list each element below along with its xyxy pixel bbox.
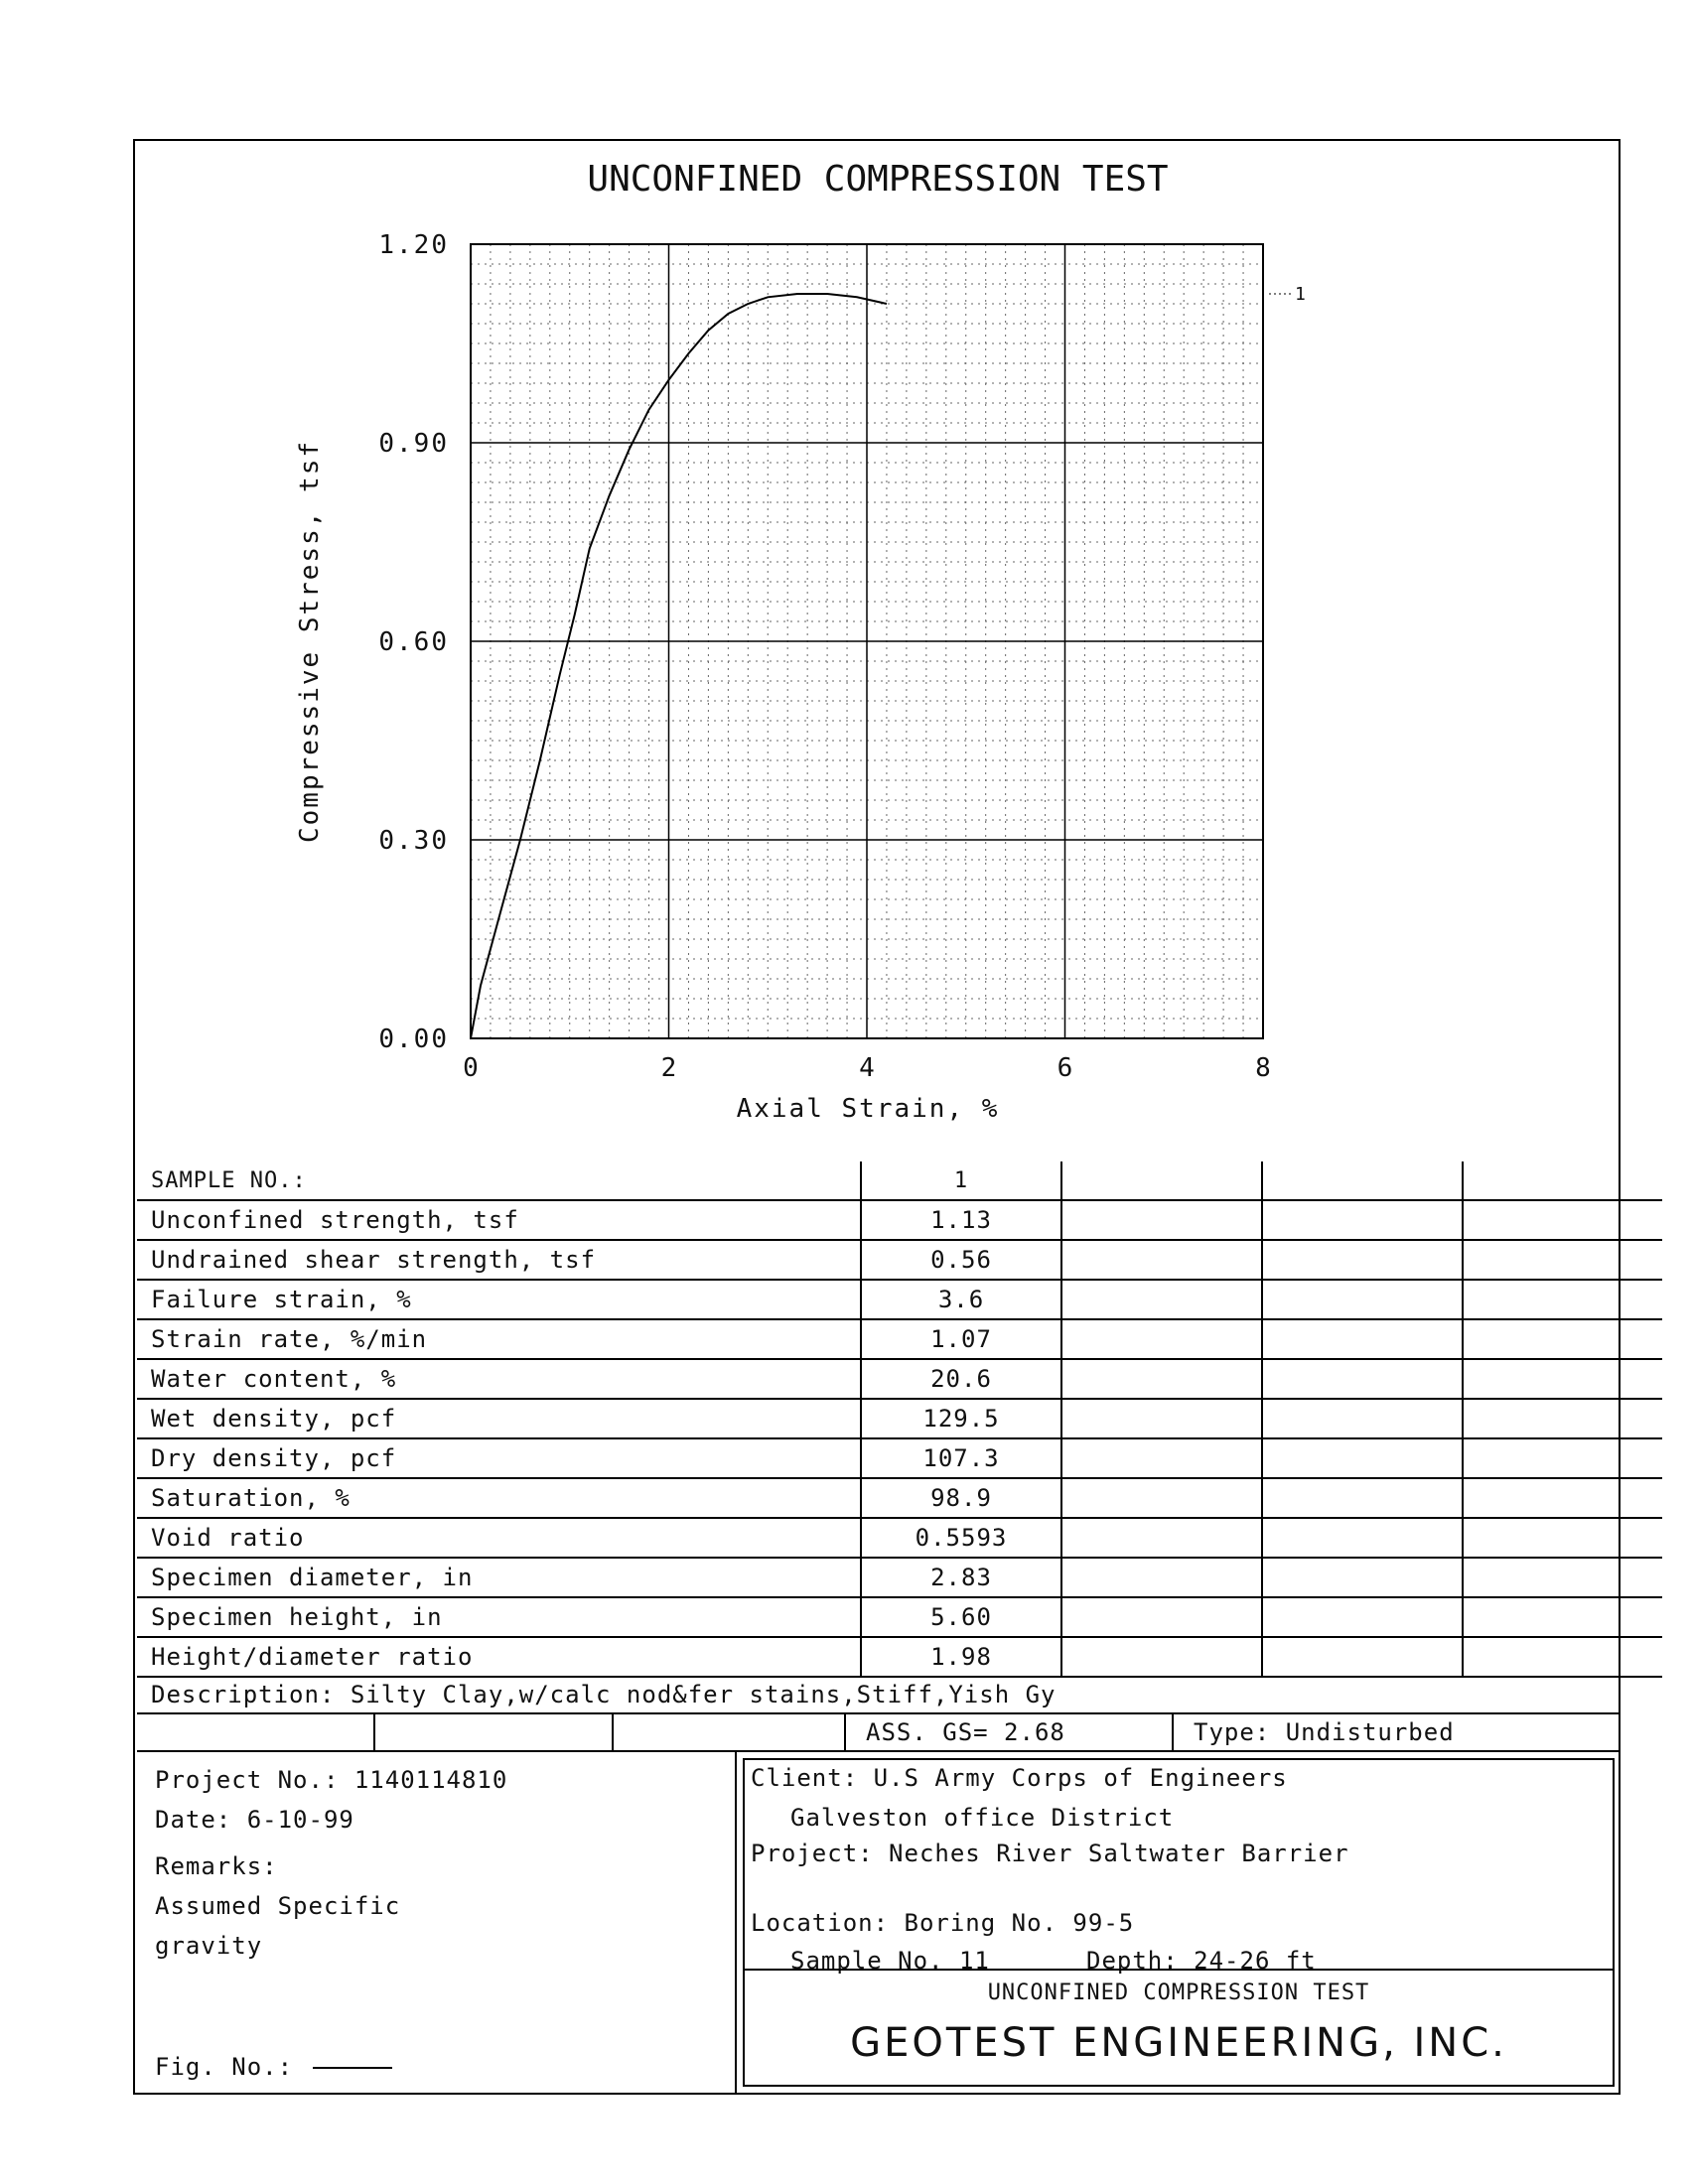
property-label: Void ratio (137, 1518, 861, 1558)
property-value (1463, 1399, 1662, 1438)
table-row (137, 1359, 1662, 1399)
project-number: Project No.: 1140114810 (155, 1766, 508, 1794)
series-1-line (471, 294, 887, 1038)
property-value (1262, 1399, 1463, 1438)
y-axis-label: Compressive Stress, tsf (295, 439, 325, 844)
x-tick-label: 0 (463, 1053, 479, 1083)
property-value: 107.3 (861, 1438, 1061, 1478)
x-tick-label: 6 (1057, 1053, 1073, 1083)
stress-strain-chart (133, 139, 1621, 1161)
property-label: Height/diameter ratio (137, 1637, 861, 1677)
description: Description: Silty Clay,w/calc nod&fer stains,Stiff,Yish Gy (137, 1677, 1621, 1714)
table-row (137, 1478, 1662, 1518)
figure-number: Fig. No.: (155, 2053, 392, 2081)
property-value (1262, 1319, 1463, 1359)
client-block (735, 1752, 1621, 2093)
property-value (1061, 1280, 1262, 1319)
client-name: Client: U.S Army Corps of Engineers (751, 1764, 1288, 1792)
project-name: Project: Neches River Saltwater Barrier (751, 1840, 1349, 1867)
property-value (1262, 1597, 1463, 1637)
legend-label: 1 (1295, 284, 1306, 305)
table-row (137, 1637, 1662, 1677)
table-row (137, 1518, 1662, 1558)
property-value (1061, 1161, 1262, 1200)
property-value (1463, 1161, 1662, 1200)
property-value: 0.56 (861, 1240, 1061, 1280)
property-label: Saturation, % (137, 1478, 861, 1518)
remarks-line-2: gravity (155, 1932, 263, 1960)
y-tick-label: 1.20 (378, 230, 449, 260)
blank-cell-3 (614, 1714, 846, 1750)
property-value (1463, 1200, 1662, 1240)
property-value (1463, 1240, 1662, 1280)
table-row (137, 1161, 1662, 1200)
table-row (137, 1399, 1662, 1438)
table-row (137, 1558, 1662, 1597)
property-value (1061, 1478, 1262, 1518)
property-value (1463, 1438, 1662, 1478)
property-value (1463, 1359, 1662, 1399)
y-tick-label: 0.00 (378, 1024, 449, 1054)
property-value (1262, 1478, 1463, 1518)
y-tick-label: 0.30 (378, 826, 449, 856)
property-value: 1.98 (861, 1637, 1061, 1677)
property-value (1262, 1240, 1463, 1280)
property-value (1061, 1558, 1262, 1597)
property-label: Undrained shear strength, tsf (137, 1240, 861, 1280)
property-value (1262, 1438, 1463, 1478)
property-value: 2.83 (861, 1558, 1061, 1597)
table-row (137, 1280, 1662, 1319)
company-name: GEOTEST ENGINEERING, INC. (850, 2020, 1507, 2066)
sample-depth: Depth: 24-26 ft (1086, 1947, 1317, 1975)
x-tick-label: 2 (660, 1053, 677, 1083)
property-value (1262, 1558, 1463, 1597)
report-title: UNCONFINED COMPRESSION TEST (987, 1980, 1370, 2005)
property-value (1061, 1319, 1262, 1359)
property-value: 129.5 (861, 1399, 1061, 1438)
property-value (1463, 1637, 1662, 1677)
property-label: Wet density, pcf (137, 1399, 861, 1438)
remarks-label: Remarks: (155, 1852, 278, 1880)
property-value: 20.6 (861, 1359, 1061, 1399)
property-value: 1 (861, 1161, 1061, 1200)
property-label: Specimen height, in (137, 1597, 861, 1637)
specific-gravity-row (137, 1714, 1621, 1752)
property-label: Specimen diameter, in (137, 1558, 861, 1597)
property-value: 5.60 (861, 1597, 1061, 1637)
property-label: Failure strain, % (137, 1280, 861, 1319)
boring-location: Location: Boring No. 99-5 (751, 1909, 1135, 1937)
property-value (1262, 1359, 1463, 1399)
property-value (1463, 1597, 1662, 1637)
property-value (1463, 1518, 1662, 1558)
x-tick-label: 8 (1255, 1053, 1271, 1083)
property-value (1262, 1518, 1463, 1558)
property-value (1061, 1399, 1262, 1438)
property-value (1061, 1597, 1262, 1637)
table-row (137, 1200, 1662, 1240)
table-row (137, 1438, 1662, 1478)
legend (1269, 284, 1306, 305)
property-value: 98.9 (861, 1478, 1061, 1518)
gs-cell: ASS. GS= 2.68 (846, 1714, 1174, 1750)
property-value: 1.13 (861, 1200, 1061, 1240)
property-value (1463, 1280, 1662, 1319)
property-value: 3.6 (861, 1280, 1061, 1319)
property-value (1463, 1558, 1662, 1597)
y-axis-ticks (378, 230, 449, 1054)
chart-title: UNCONFINED COMPRESSION TEST (587, 159, 1169, 200)
blank-cell-2 (375, 1714, 614, 1750)
property-label: Water content, % (137, 1359, 861, 1399)
property-value (1061, 1200, 1262, 1240)
property-value (1262, 1200, 1463, 1240)
type-cell: Type: Undisturbed (1194, 1718, 1455, 1746)
property-value (1061, 1438, 1262, 1478)
x-axis-ticks (463, 1053, 1271, 1083)
x-axis-label: Axial Strain, % (736, 1094, 1000, 1124)
table-row (137, 1597, 1662, 1637)
property-value: 1.07 (861, 1319, 1061, 1359)
remarks-line-1: Assumed Specific (155, 1892, 401, 1920)
property-value (1262, 1161, 1463, 1200)
sample-number: Sample No. 11 (790, 1947, 990, 1975)
test-date: Date: 6-10-99 (155, 1806, 354, 1834)
table-row (137, 1240, 1662, 1280)
property-value (1061, 1359, 1262, 1399)
blank-cell-1 (137, 1714, 375, 1750)
property-label: Unconfined strength, tsf (137, 1200, 861, 1240)
property-value (1463, 1478, 1662, 1518)
property-value (1463, 1319, 1662, 1359)
property-value (1061, 1518, 1262, 1558)
properties-table (137, 1161, 1662, 1678)
property-value (1262, 1280, 1463, 1319)
client-office: Galveston office District (790, 1804, 1175, 1832)
property-value: 0.5593 (861, 1518, 1061, 1558)
y-tick-label: 0.60 (378, 627, 449, 657)
table-row (137, 1319, 1662, 1359)
property-value (1061, 1637, 1262, 1677)
y-tick-label: 0.90 (378, 429, 449, 459)
property-value (1061, 1240, 1262, 1280)
property-label: SAMPLE NO.: (137, 1161, 861, 1200)
property-label: Dry density, pcf (137, 1438, 861, 1478)
project-info (137, 1752, 733, 2093)
x-tick-label: 4 (859, 1053, 875, 1083)
property-value (1262, 1637, 1463, 1677)
property-label: Strain rate, %/min (137, 1319, 861, 1359)
